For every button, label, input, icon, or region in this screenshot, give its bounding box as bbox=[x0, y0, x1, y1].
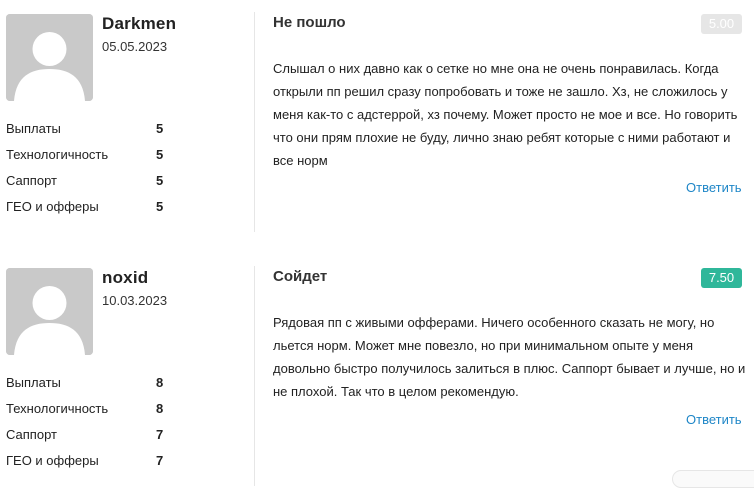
rating-label: ГЕО и офферы bbox=[6, 199, 99, 214]
rating-row bbox=[6, 172, 176, 198]
rating-label: Технологичность bbox=[6, 401, 109, 416]
score-badge: 5.00 bbox=[701, 14, 742, 34]
review-card bbox=[0, 8, 754, 228]
rating-row bbox=[6, 426, 176, 452]
review-text: Слышал о них давно как о сетке но мне она не очень понравилась. Когда открыли пп решил сразу попробовать и тоже не зашло. Хз, не сложилось у меня как-то с адстеррой, хз почему. Может просто не мое и все. Но говорить что они прям плохие не буду, лично знаю ребят которые с ними работают и все норм bbox=[273, 61, 738, 168]
review-title: Сойдет bbox=[273, 268, 328, 285]
rating-label: ГЕО и офферы bbox=[6, 453, 99, 468]
partial-element bbox=[672, 470, 754, 488]
rating-row bbox=[6, 374, 176, 400]
rating-value: 8 bbox=[156, 401, 164, 416]
rating-label: Саппорт bbox=[6, 173, 57, 188]
rating-value: 8 bbox=[156, 375, 164, 390]
score-badge: 7.50 bbox=[701, 268, 742, 288]
rating-label: Технологичность bbox=[6, 147, 109, 162]
column-divider bbox=[254, 12, 255, 232]
rating-value: 7 bbox=[156, 427, 164, 442]
rating-value: 5 bbox=[156, 173, 164, 188]
reply-link[interactable]: Ответить bbox=[686, 412, 742, 427]
review-card bbox=[0, 262, 754, 482]
ratings-list bbox=[6, 374, 176, 478]
review-date: 10.03.2023 bbox=[102, 293, 168, 308]
rating-value: 7 bbox=[156, 453, 164, 468]
review-title: Не пошло bbox=[273, 14, 346, 31]
rating-label: Выплаты bbox=[6, 121, 61, 136]
column-divider bbox=[254, 266, 255, 486]
rating-row bbox=[6, 400, 176, 426]
avatar bbox=[6, 14, 93, 101]
user-placeholder-icon bbox=[6, 268, 93, 355]
rating-label: Выплаты bbox=[6, 375, 61, 390]
review-date: 05.05.2023 bbox=[102, 39, 168, 54]
rating-label: Саппорт bbox=[6, 427, 57, 442]
avatar bbox=[6, 268, 93, 355]
rating-row bbox=[6, 452, 176, 478]
ratings-list bbox=[6, 120, 176, 224]
author-name: noxid bbox=[102, 268, 149, 287]
rating-row bbox=[6, 198, 176, 224]
rating-row bbox=[6, 146, 176, 172]
reply-link[interactable]: Ответить bbox=[686, 180, 742, 195]
rating-value: 5 bbox=[156, 121, 164, 136]
rating-row bbox=[6, 120, 176, 146]
rating-value: 5 bbox=[156, 147, 164, 162]
rating-value: 5 bbox=[156, 199, 164, 214]
review-text: Рядовая пп с живыми офферами. Ничего особенного сказать не могу, но льется норм. Может мне повезло, но при минимальном опыте у меня довольно быстро получилось залиться в плюс. Саппорт бывает и лучше, но и не плохой. Так что в целом рекомендую. bbox=[273, 315, 746, 399]
user-placeholder-icon bbox=[6, 14, 93, 101]
author-name: Darkmen bbox=[102, 14, 177, 33]
